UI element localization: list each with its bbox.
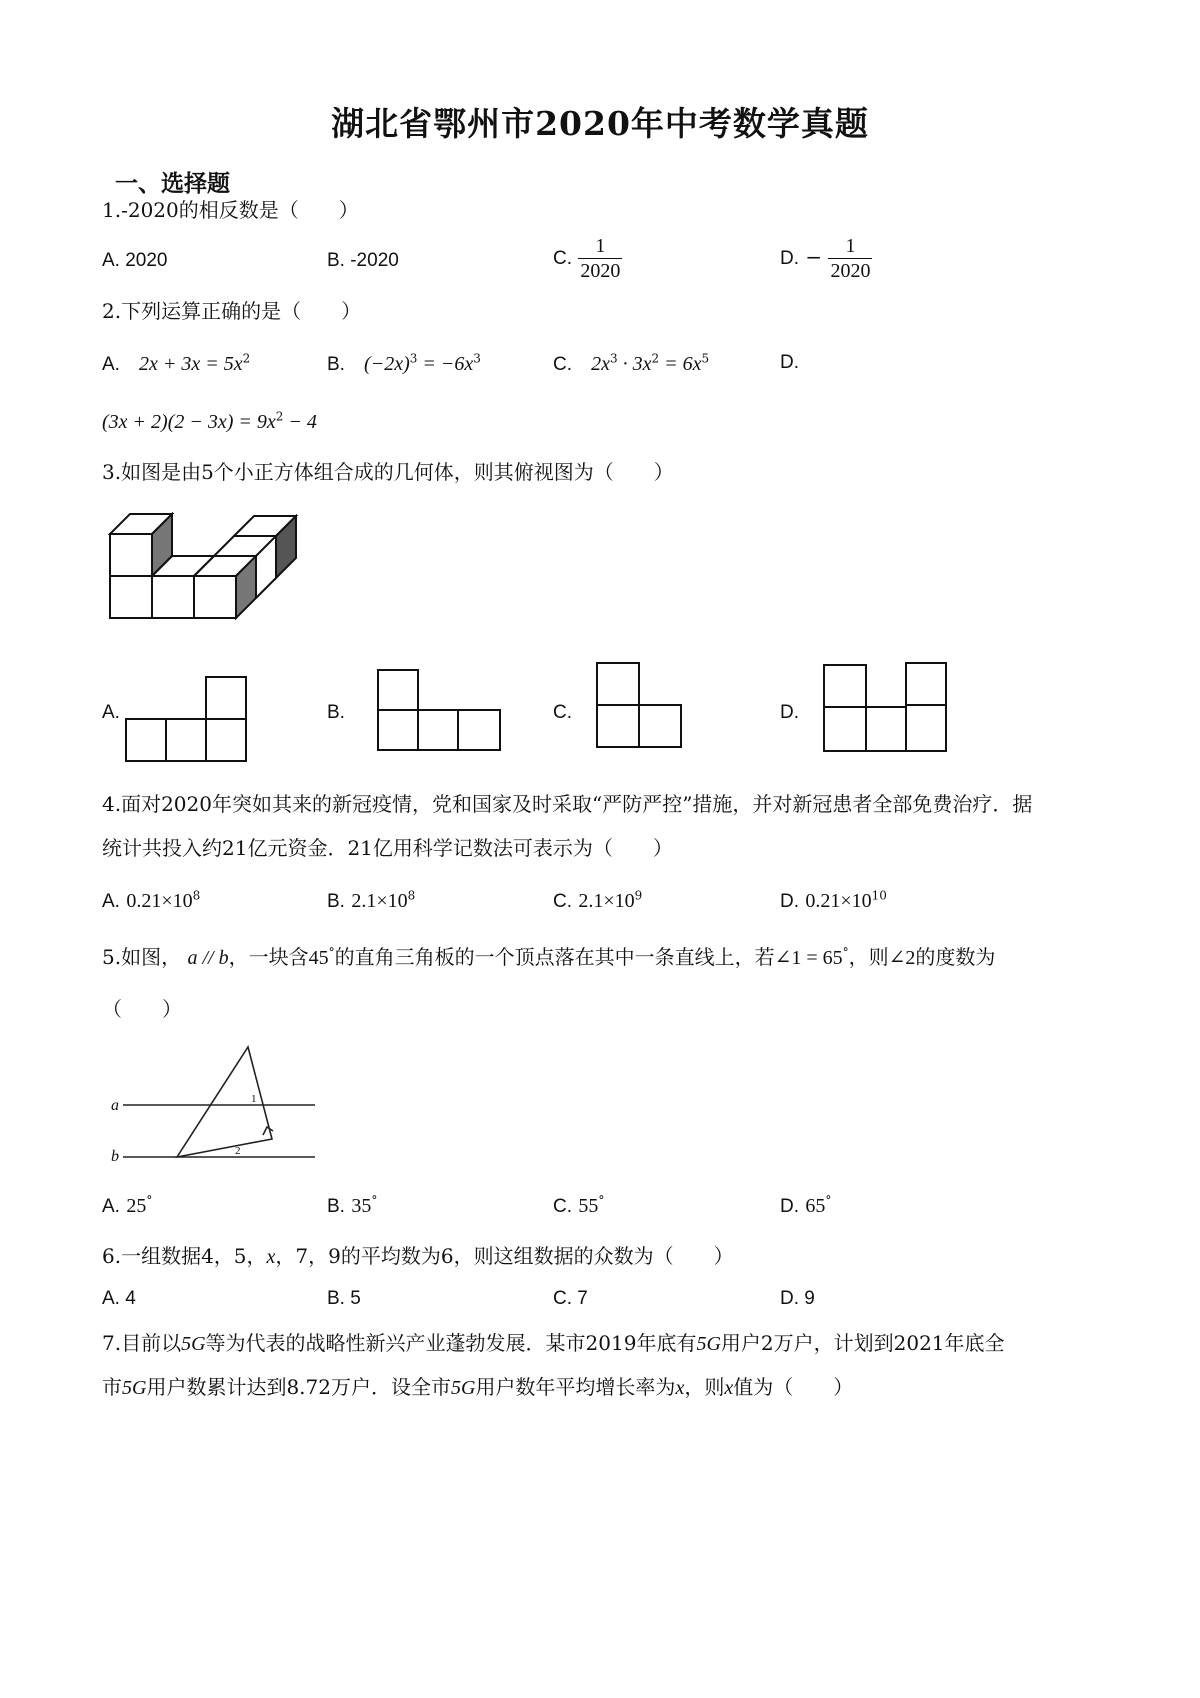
expression: 2.1×10 <box>351 890 408 912</box>
option-label: C. <box>553 891 572 912</box>
question-3-stem: 3.如图是由5个小正方体组合成的几何体，则其俯视图为（ ） <box>102 460 674 484</box>
degree-sign: ° <box>328 945 335 960</box>
expression: 2x + 3x = 5x <box>139 353 243 375</box>
stem-text: 等为代表的战略性新兴产业蓬勃发展．某市2019年底有 <box>205 1331 697 1355</box>
q4-option-d <box>780 886 887 916</box>
q5-option-c <box>553 1191 604 1221</box>
option-label: D. <box>780 891 799 912</box>
q3-option-b-figure <box>376 668 504 753</box>
q3-option-c-figure <box>595 661 687 751</box>
stem-text: 6.一组数据4，5， <box>102 1244 267 1268</box>
degree-sign: ° <box>371 1193 378 1208</box>
q3-option-d-label: D. <box>780 702 799 723</box>
stem-text: 用户2万户，计划到2021年底全 <box>720 1331 1005 1355</box>
option-label: A. <box>102 250 120 271</box>
option-label: B. <box>327 1196 345 1217</box>
angle-value: 45 <box>308 947 329 969</box>
stem-text: ，7，9的平均数为6，则这组数据的众数为（ ） <box>275 1244 734 1268</box>
question-7-stem-line-2 <box>102 1373 853 1402</box>
expression: 0.21×10 <box>805 890 872 912</box>
expression: 2.1×10 <box>578 890 635 912</box>
option-label: B. <box>327 891 345 912</box>
question-7-stem-line-1 <box>102 1329 1005 1358</box>
expression: 0.21×10 <box>126 890 193 912</box>
q3-option-b-label: B. <box>327 702 345 723</box>
stem-text: 7.目前以 <box>102 1331 182 1355</box>
q6-option-b: B. 5 <box>327 1288 361 1309</box>
option-value: 25 <box>126 1195 147 1217</box>
exponent: 3 <box>609 351 618 366</box>
question-4-stem-line-2: 统计共投入约21亿元资金．21亿用科学记数法可表示为（ ） <box>102 836 673 860</box>
option-value: 2020 <box>125 250 168 271</box>
variable-x: x <box>675 1377 685 1399</box>
q3-cube-figure <box>100 500 310 630</box>
fraction <box>828 234 872 283</box>
angle-expression: ∠1 = 65 <box>774 947 843 969</box>
q1-option-c <box>553 234 622 283</box>
stem-text: ，一块含 <box>228 945 309 969</box>
term-5g: 5G <box>122 1377 147 1399</box>
expression: − 4 <box>283 411 317 433</box>
exponent: 2 <box>275 409 284 424</box>
q4-option-a <box>102 886 200 916</box>
numerator: 1 <box>845 235 856 257</box>
question-6-stem <box>102 1242 734 1271</box>
q2-option-a <box>102 349 250 379</box>
option-value: -2020 <box>350 250 399 271</box>
exponent: 2 <box>651 351 660 366</box>
q6-option-c: C. 7 <box>553 1288 588 1309</box>
exponent: 3 <box>409 351 418 366</box>
minus-sign: − <box>805 245 823 269</box>
option-label: B. <box>327 354 345 375</box>
option-label: C. <box>553 354 572 375</box>
option-value: 65 <box>805 1195 826 1217</box>
line-a-label: a <box>111 1097 119 1114</box>
option-label: A. <box>102 1196 120 1217</box>
q5-triangle-figure <box>105 1040 320 1165</box>
exponent: 8 <box>192 888 201 903</box>
stem-text: ，则 <box>848 945 889 969</box>
option-label: D. <box>780 248 799 269</box>
q3-option-c-label: C. <box>553 702 572 723</box>
q6-option-d: D. 9 <box>780 1288 815 1309</box>
option-label: A. <box>102 891 120 912</box>
denominator: 2020 <box>830 260 871 282</box>
stem-text: 用户数累计达到8.72万户．设全市 <box>146 1375 451 1399</box>
denominator: 2020 <box>580 260 621 282</box>
q2-option-c <box>553 349 709 379</box>
expression: = −6x <box>417 353 474 375</box>
option-label: B. <box>327 250 345 271</box>
q5-option-b <box>327 1191 377 1221</box>
exponent: 3 <box>473 351 481 366</box>
q6-option-a: A. 4 <box>102 1288 136 1309</box>
stem-text: 的直角三角板的一个顶点落在其中一条直线上，若 <box>334 945 775 969</box>
stem-text: 的度数为 <box>915 945 996 969</box>
variable-x: x <box>724 1377 734 1399</box>
q5-option-d <box>780 1191 831 1221</box>
option-label: A. <box>102 354 120 375</box>
stem-text: 值为（ ） <box>733 1375 854 1399</box>
fraction <box>578 234 622 283</box>
expression: (3x + 2)(2 − 3x) = 9x <box>102 411 276 433</box>
term-5g: 5G <box>450 1377 476 1399</box>
q2-option-b <box>327 349 481 379</box>
option-value: 55 <box>578 1195 599 1217</box>
q3-option-a-figure <box>124 675 249 765</box>
stem-text: ，则 <box>684 1375 725 1399</box>
q1-option-d <box>780 234 872 283</box>
q4-option-c <box>553 886 642 916</box>
question-1-stem: 1.-2020的相反数是（ ） <box>102 198 359 222</box>
expression: · 3x <box>617 353 652 375</box>
numerator: 1 <box>595 235 606 257</box>
exponent: 8 <box>407 888 416 903</box>
degree-sign: ° <box>825 1193 832 1208</box>
degree-sign: ° <box>146 1193 153 1208</box>
q1-option-b <box>327 247 399 275</box>
option-label: C. <box>553 248 572 269</box>
question-5-stem-line-2: （ ） <box>102 997 182 1021</box>
exponent: 2 <box>242 351 251 366</box>
angle-2-label: 2 <box>235 1145 241 1157</box>
exponent: 5 <box>701 351 710 366</box>
q3-option-a-label: A. <box>102 702 120 723</box>
expression: (−2x) <box>364 353 410 375</box>
page-title: 湖北省鄂州市2020年中考数学真题 <box>331 104 869 143</box>
q1-option-a <box>102 247 168 275</box>
exponent: 10 <box>871 888 887 903</box>
degree-sign: ° <box>842 945 849 960</box>
stem-text: 市 <box>102 1375 122 1399</box>
section-heading: 一、选择题 <box>115 170 230 197</box>
option-label: D. <box>780 1196 799 1217</box>
option-label: C. <box>553 1196 572 1217</box>
degree-sign: ° <box>598 1193 605 1208</box>
exponent: 9 <box>634 888 643 903</box>
parallel-expression: a // b <box>187 947 229 969</box>
question-4-stem-line-1: 4.面对2020年突如其来的新冠疫情，党和国家及时采取“严防严控”措施，并对新冠患者全部免费治疗．据 <box>102 792 1033 816</box>
angle-1-label: 1 <box>251 1093 257 1105</box>
q5-option-a <box>102 1191 152 1221</box>
angle-expression: ∠2 <box>888 947 916 969</box>
q2-option-d-label: D. <box>780 352 799 373</box>
question-2-stem: 2.下列运算正确的是（ ） <box>102 299 362 323</box>
term-5g: 5G <box>696 1333 721 1355</box>
expression: = 6x <box>659 353 702 375</box>
expression: 2x <box>591 353 610 375</box>
stem-text: 用户数年平均增长率为 <box>475 1375 676 1399</box>
q3-option-d-figure <box>822 661 950 756</box>
q4-option-b <box>327 886 415 916</box>
variable-x: x <box>266 1246 276 1268</box>
stem-text: 5.如图， <box>102 945 182 969</box>
question-5-stem-line-1 <box>102 943 995 972</box>
q2-option-d-expression <box>102 407 317 436</box>
term-5g: 5G <box>181 1333 206 1355</box>
line-b-label: b <box>111 1148 119 1165</box>
option-value: 35 <box>351 1195 372 1217</box>
